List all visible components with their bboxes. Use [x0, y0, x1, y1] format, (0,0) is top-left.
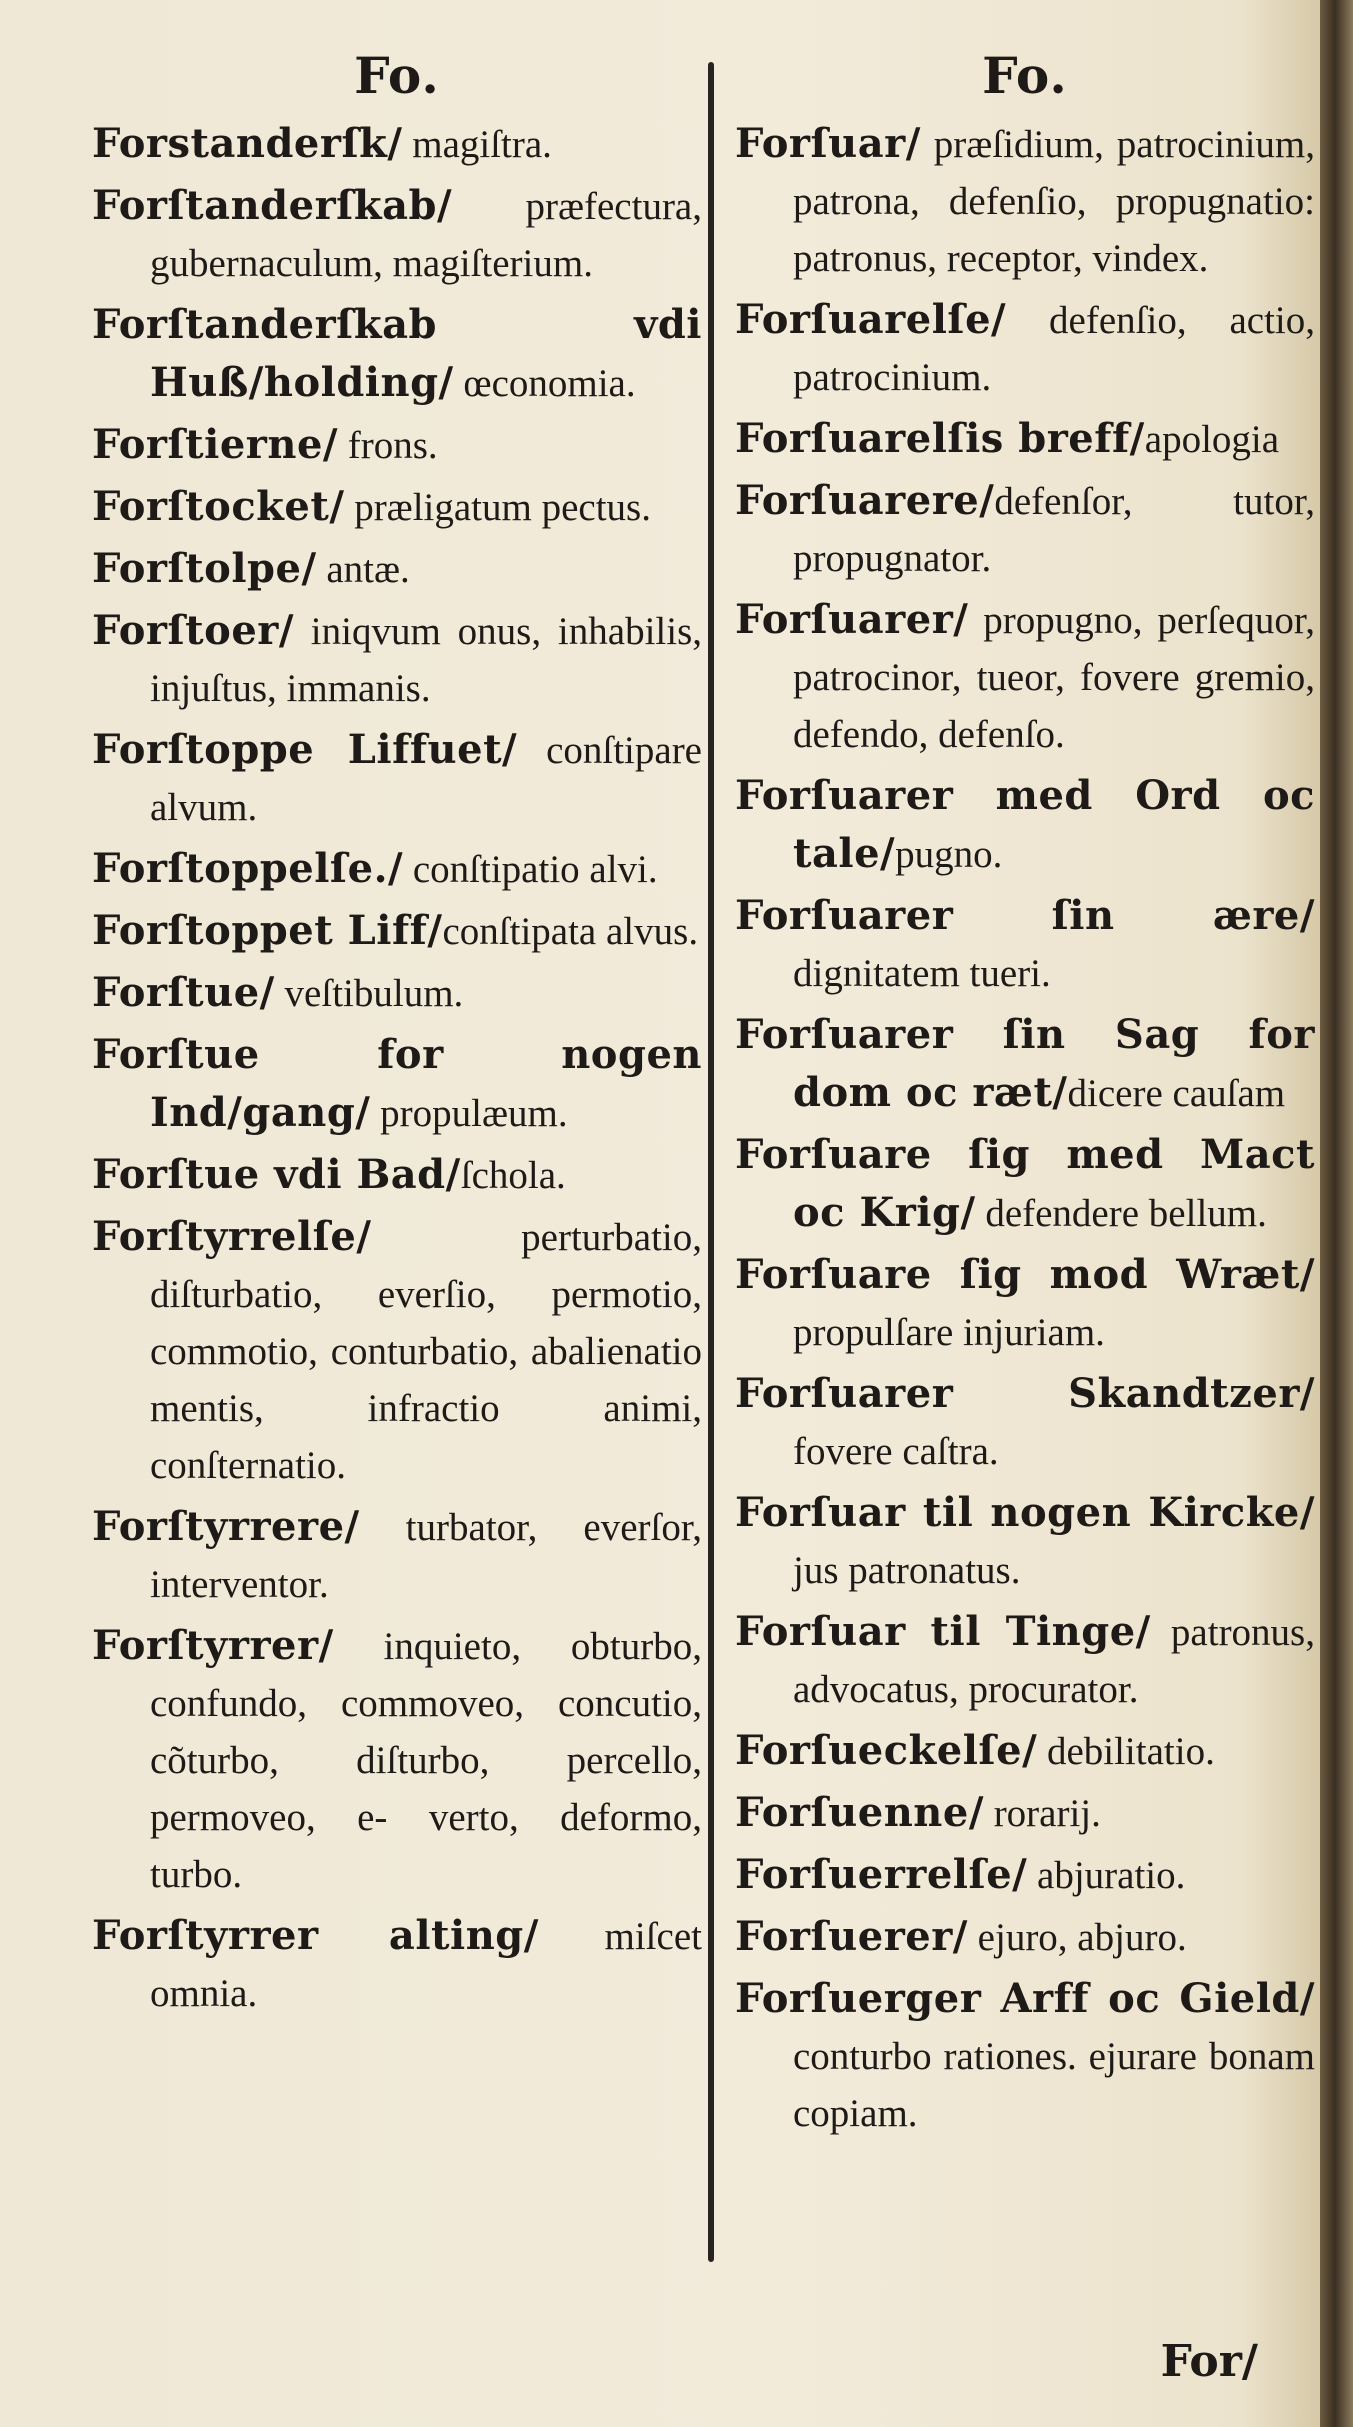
entry-headword: Forſtolpe/: [92, 545, 317, 592]
dictionary-entry: [735, 473, 1315, 588]
entry-definition: defenſor, tutor, propugnator.: [793, 480, 1315, 580]
entry-definition: propulſare injuriam.: [793, 1311, 1105, 1354]
entry-definition: antæ.: [316, 548, 410, 591]
entry-headword: Forſuarer ſin ære/: [735, 892, 1315, 939]
entry-headword: Forſtue vdi Bad/: [92, 1151, 461, 1198]
entry-definition: præſidium, patrocinium, patrona, defenſio, propugnatio: patronus, receptor, vindex.: [793, 123, 1315, 280]
entry-headword: Forſtoer/: [92, 607, 294, 654]
dictionary-entry: [92, 841, 702, 899]
dictionary-entry: [735, 888, 1315, 1003]
dictionary-entry: [92, 417, 702, 475]
entry-headword: Forſuarelſis breff/: [735, 415, 1145, 462]
entry-headword: Forſtyrrere/: [92, 1503, 360, 1550]
dictionary-entry: [92, 297, 702, 413]
entry-headword: Forſuerger Arff oc Gield/: [735, 1975, 1315, 2022]
entry-definition: abjuratio.: [1027, 1854, 1186, 1897]
entry-headword: Forſtoppet Liff/: [92, 907, 443, 954]
dictionary-entry: [92, 479, 702, 537]
entry-definition: magiſtra.: [402, 123, 552, 166]
dictionary-entry: [92, 1618, 702, 1904]
entry-headword: Forſueckelſe/: [735, 1727, 1038, 1774]
entry-definition: conſtipare alvum.: [150, 729, 702, 829]
entry-definition: defendere bellum.: [975, 1192, 1267, 1235]
entry-headword: Forſtocket/: [92, 483, 345, 530]
entry-headword: Forſtue/: [92, 969, 275, 1016]
entry-headword: Forſtyrrer alting/: [92, 1912, 539, 1959]
entry-definition: turbator, everſor, interventor.: [150, 1506, 702, 1606]
entry-headword: Forſtyrrelſe/: [92, 1213, 372, 1260]
entry-definition: jus patronatus.: [793, 1549, 1021, 1592]
dictionary-entry: [92, 541, 702, 599]
entry-headword: Forſuare ſig mod Wræt/: [735, 1251, 1315, 1298]
entry-headword: Forſtue for nogen Ind/gang/: [92, 1031, 702, 1136]
entry-definition: iniqvum onus, inhabilis, injuſtus, immanis.: [150, 610, 702, 710]
entry-definition: dicere cauſam: [1067, 1072, 1286, 1115]
dictionary-entry: [92, 178, 702, 293]
dictionary-entry: [735, 116, 1315, 288]
catchword: For/: [1160, 2336, 1258, 2387]
dictionary-entry: [735, 1909, 1315, 1967]
entry-definition: conſtipatio alvi.: [403, 848, 658, 891]
left-column: [92, 40, 702, 2023]
entry-definition: rorarij.: [983, 1792, 1101, 1835]
entry-headword: Forſuarer/: [735, 596, 969, 643]
entry-definition: frons.: [338, 424, 438, 467]
dictionary-entry: [735, 1007, 1315, 1123]
entry-headword: Forſtyrrer/: [92, 1622, 334, 1669]
dictionary-entry: [735, 1723, 1315, 1781]
right-column: [735, 40, 1315, 2143]
entry-definition: propugno, perſequor, patrocinor, tueor, fovere gremio, defendo, defenſo.: [793, 599, 1315, 756]
entry-definition: conturbo rationes. ejurare bonam copiam.: [793, 2035, 1315, 2135]
entry-headword: Forſuarelſe/: [735, 296, 1007, 343]
entry-definition: ſchola.: [460, 1154, 566, 1197]
entry-headword: Forſuar/: [735, 120, 921, 167]
dictionary-entry: [735, 1971, 1315, 2143]
column-rule: [708, 62, 714, 2262]
entry-headword: Forſuerer/: [735, 1913, 968, 1960]
dictionary-entry: [92, 1147, 702, 1205]
dictionary-entry: [92, 903, 702, 961]
entry-definition: pugno.: [895, 833, 1003, 876]
entry-definition: miſcet omnia.: [150, 1915, 702, 2015]
entry-headword: Forſuenne/: [735, 1789, 984, 1836]
entry-headword: Forſtoppelſe./: [92, 845, 404, 892]
entry-definition: ejuro, abjuro.: [967, 1916, 1187, 1959]
dictionary-entry: [735, 411, 1315, 469]
dictionary-entry: [735, 592, 1315, 764]
dictionary-entry: [92, 722, 702, 837]
dictionary-entry: [735, 292, 1315, 407]
dictionary-entry: [735, 1785, 1315, 1843]
entry-headword: Forſtanderſkab vdi Huß/holding/: [92, 301, 702, 406]
entry-definition: inquieto, obturbo, confundo, commoveo, concutio, cõturbo, diſturbo, percello, permoveo, e- verto, deformo, turbo.: [150, 1625, 702, 1896]
entry-definition: debilitatio.: [1037, 1730, 1215, 1773]
entry-definition: fovere caſtra.: [793, 1430, 999, 1473]
dictionary-entry: [735, 1847, 1315, 1905]
entry-headword: Forſuerrelſe/: [735, 1851, 1028, 1898]
entry-headword: Forſtierne/: [92, 421, 339, 468]
dictionary-entry: [92, 1027, 702, 1143]
entry-definition: præfectura, gubernaculum, magiſterium.: [150, 185, 702, 285]
entry-headword: Forſuar til Tinge/: [735, 1608, 1151, 1655]
entry-definition: defenſio, actio, patrocinium.: [793, 299, 1315, 399]
entry-definition: veſtibulum.: [274, 972, 464, 1015]
right-running-head: Fo.: [982, 46, 1068, 105]
dictionary-entry: [92, 603, 702, 718]
dictionary-entry: [735, 1604, 1315, 1719]
entry-headword: Forſtanderſkab/: [92, 182, 453, 229]
dictionary-entry: [92, 1908, 702, 2023]
entry-definition: œconomia.: [453, 362, 636, 405]
dictionary-entry: [92, 1209, 702, 1495]
left-running-head: Fo.: [354, 46, 440, 105]
dictionary-entry: [735, 1127, 1315, 1243]
entry-definition: dignitatem tueri.: [793, 952, 1051, 995]
dictionary-entry: [92, 1499, 702, 1614]
entry-headword: Forſuare ſig med Mact oc Krig/: [735, 1131, 1315, 1236]
dictionary-entry: [92, 965, 702, 1023]
entry-definition: apologia: [1144, 418, 1280, 461]
entry-definition: præligatum pectus.: [344, 486, 651, 529]
entry-definition: perturbatio, diſturbatio, everſio, permotio, commotio, conturbatio, abalienatio mentis, infractio animi, conſternatio.: [150, 1216, 702, 1487]
entry-headword: Forſuarer med Ord oc tale/: [735, 772, 1315, 877]
entry-definition: patronus, advocatus, procurator.: [793, 1611, 1315, 1711]
entry-definition: propulæum.: [370, 1092, 568, 1135]
dictionary-entry: [735, 768, 1315, 884]
left-entry-list: [92, 116, 702, 2023]
entry-definition: conſtipata alvus.: [442, 910, 699, 953]
dictionary-entry: [92, 116, 702, 174]
dictionary-entry: [735, 1485, 1315, 1600]
entry-headword: Forſuarer ſin Sag for dom oc ræt/: [735, 1011, 1315, 1116]
right-entry-list: [735, 116, 1315, 2143]
dictionary-entry: [735, 1247, 1315, 1362]
entry-headword: Forſuarer Skandtzer/: [735, 1370, 1315, 1417]
entry-headword: Forstanderſk/: [92, 120, 403, 167]
entry-headword: Forſuarere/: [735, 477, 995, 524]
dictionary-entry: [735, 1366, 1315, 1481]
page-edge-shadow: [1320, 0, 1353, 2427]
entry-headword: Forſuar til nogen Kircke/: [735, 1489, 1315, 1536]
entry-headword: Forſtoppe Liffuet/: [92, 726, 518, 773]
